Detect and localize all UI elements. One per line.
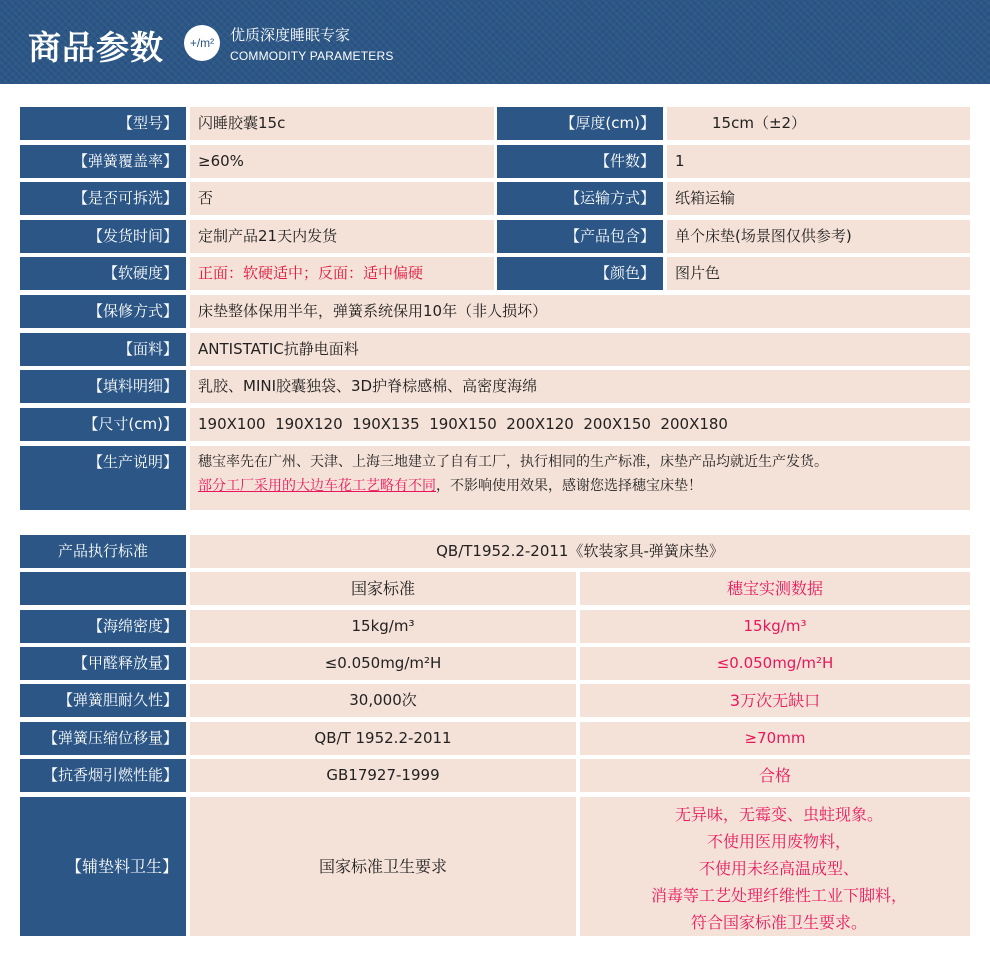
param-value: 纸箱运输 [667,182,970,215]
measured-hygiene-line: 消毒等工艺处理纤维性工业下脚料， [650,886,907,905]
measured-value: 15kg/m³ [580,610,970,643]
param-label: 【面料】 [20,333,186,366]
col-measured-data: 穗宝实测数据 [580,572,970,605]
page-title: 商品参数 [28,28,164,67]
param-label: 【运输方式】 [497,182,663,215]
param-value: 定制产品21天内发货 [190,220,494,253]
production-note-line2 [198,474,970,498]
param-row-filling [20,370,970,403]
param-label: 【填料明细】 [20,370,186,403]
param-row-washable [20,182,970,215]
param-label: 【产品包含】 [497,220,663,253]
param-value: ANTISTATIC抗静电面料 [190,333,970,366]
param-row-firmness [20,257,970,290]
param-label: 【软硬度】 [20,257,186,290]
standard-header-blank [20,572,186,605]
unit-badge-icon: +/m² [184,25,220,61]
production-note-line1: 穗宝率先在广州、天津、上海三地建立了自有工厂，执行相同的生产标准，床垫产品均就近生产发货。 [198,454,828,470]
standard-row-exec [20,535,970,568]
production-note [190,446,970,510]
national-value: 15kg/m³ [190,610,576,643]
param-row-size [20,408,970,441]
measured-hygiene-line: 不使用未经高温成型、 [698,859,859,878]
param-value: 床垫整体保用半年，弹簧系统保用10年（非人损坏） [190,295,970,328]
param-value: 否 [190,182,494,215]
measured-value: ≥70mm [580,722,970,755]
standard-row [20,610,970,643]
standard-header-row [20,572,970,605]
param-row-production [20,446,970,510]
national-value: GB17927-1999 [190,759,576,792]
header-subtitle-en: COMMODITY PARAMETERS [230,49,394,63]
national-value: 30,000次 [190,684,576,717]
standard-row-hygiene [20,797,970,936]
process-difference-link[interactable]: 部分工厂采用的大边车花工艺略有不同 [198,478,436,494]
national-value: QB/T 1952.2-2011 [190,722,576,755]
standard-row [20,647,970,680]
standard-label: 【辅垫料卫生】 [20,797,186,936]
param-value: ≥60% [190,145,494,178]
param-row-fabric [20,333,970,366]
param-label: 【件数】 [497,145,663,178]
national-value: 国家标准卫生要求 [190,797,576,936]
param-value: 190X100 190X120 190X135 190X150 200X120 200X150 200X180 [190,408,970,441]
measured-value: 3万次无缺口 [580,684,970,717]
param-row-delivery [20,220,970,253]
measured-hygiene-line: 符合国家标准卫生要求。 [690,913,867,932]
national-value: ≤0.050mg/m²H [190,647,576,680]
exec-standard-value: QB/T1952.2-2011《软装家具-弹簧床垫》 [190,535,970,568]
param-label: 【尺寸(cm)】 [20,408,186,441]
measured-value: ≤0.050mg/m²H [580,647,970,680]
header-subtitle-cn: 优质深度睡眠专家 [230,27,351,44]
measured-value: 合格 [580,759,970,792]
standard-label: 【弹簧压缩位移量】 [20,722,186,755]
param-value: 单个床垫(场景图仅供参考) [667,220,970,253]
standard-row [20,684,970,717]
standard-label: 【弹簧胆耐久性】 [20,684,186,717]
param-label: 【厚度(cm)】 [497,107,663,140]
standard-row [20,759,970,792]
param-row-model [20,107,970,140]
param-value: 乳胶、MINI胶囊独袋、3D护脊棕感棉、高密度海绵 [190,370,970,403]
standard-label: 【海绵密度】 [20,610,186,643]
param-value: 1 [667,145,970,178]
param-label: 【保修方式】 [20,295,186,328]
measured-hygiene-line: 不使用医用废物料， [706,832,851,851]
param-label: 【型号】 [20,107,186,140]
header-banner [0,0,990,84]
param-value: 正面：软硬适中；反面：适中偏硬 [190,257,494,290]
param-value: 闪睡胶囊15c [190,107,494,140]
param-value: 图片色 [667,257,970,290]
param-label: 【是否可拆洗】 [20,182,186,215]
param-row-warranty [20,295,970,328]
param-label: 【发货时间】 [20,220,186,253]
param-label: 【颜色】 [497,257,663,290]
param-label: 【弹簧覆盖率】 [20,145,186,178]
param-label: 【生产说明】 [20,446,186,510]
param-value: 15cm（±2） [667,107,970,140]
standard-row [20,722,970,755]
measured-hygiene [580,797,970,936]
param-row-spring-coverage [20,145,970,178]
measured-hygiene-line: 无异味，无霉变、虫蛀现象。 [674,805,883,824]
exec-standard-label: 产品执行标准 [20,535,186,568]
col-national-standard: 国家标准 [190,572,576,605]
production-note-line2-rest: ，不影响使用效果，感谢您选择穗宝床垫！ [436,478,702,494]
standard-label: 【抗香烟引燃性能】 [20,759,186,792]
standard-label: 【甲醛释放量】 [20,647,186,680]
